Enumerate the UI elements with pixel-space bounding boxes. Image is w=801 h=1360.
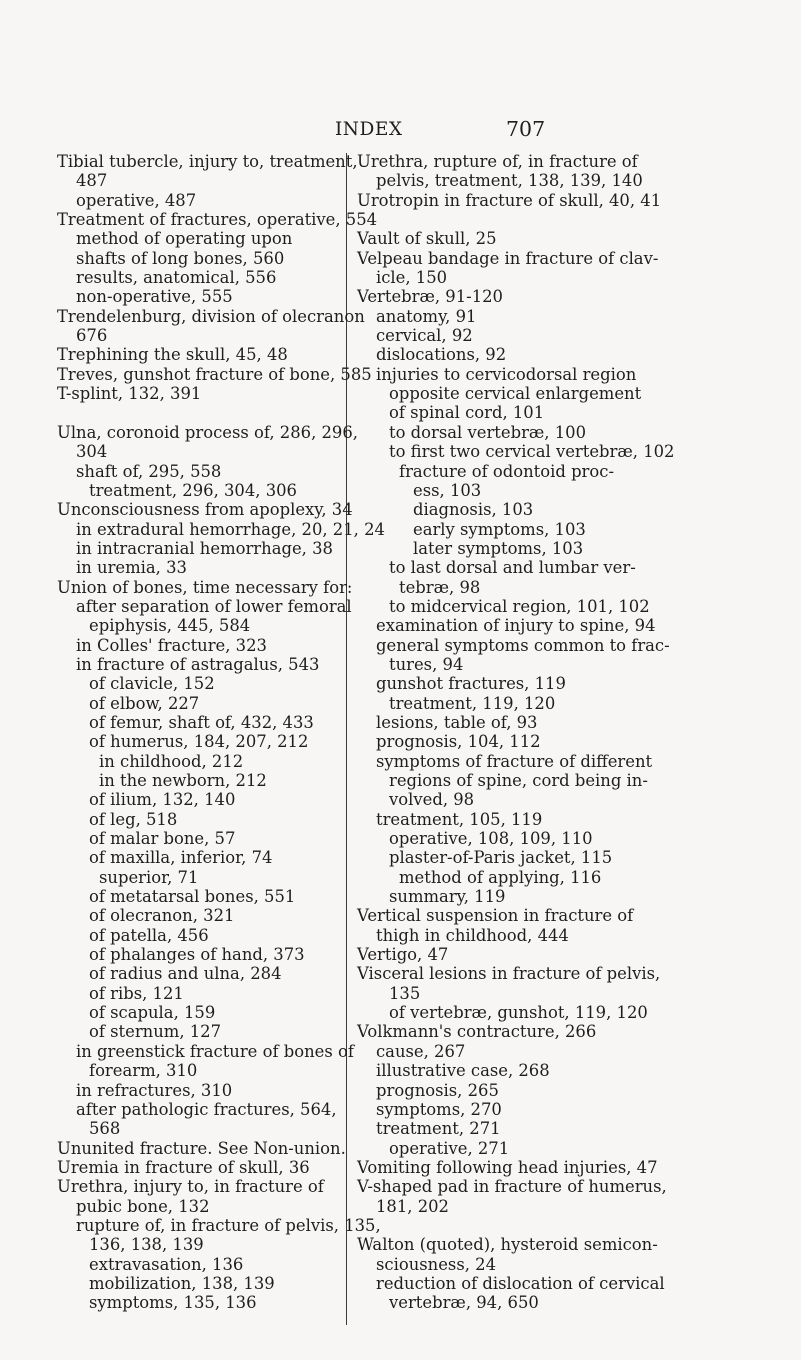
index-subentry: of sternum, 127 [89,1022,222,1042]
index-subentry: early symptoms, 103 [413,519,586,539]
index-subentry: of clavicle, 152 [89,674,215,694]
page-header-title: INDEX [335,119,403,140]
index-subentry: summary, 119 [389,887,506,907]
index-subentry: superior, 71 [99,867,199,887]
index-subentry: 135 [389,983,421,1003]
page-number: 707 [506,117,546,141]
index-subentry: general symptoms common to frac- [376,635,670,655]
index-subentry: treatment, 119, 120 [389,693,556,713]
index-subentry: method of operating upon [76,229,293,249]
index-subentry: symptoms, 270 [376,1099,502,1119]
index-entry: Urotropin in fracture of skull, 40, 41 [357,190,662,210]
index-subentry: to last dorsal and lumbar ver- [389,558,636,578]
index-subentry: treatment, 105, 119 [376,809,543,829]
index-subentry: in uremia, 33 [76,558,187,578]
index-subentry: volved, 98 [389,790,475,810]
index-subentry: of spinal cord, 101 [389,403,545,423]
index-subentry: symptoms, 135, 136 [89,1293,257,1313]
index-subentry: 136, 138, 139 [89,1235,204,1255]
index-subentry: of olecranon, 321 [89,906,235,926]
index-subentry: method of applying, 116 [399,867,602,887]
index-entry: T-splint, 132, 391 [57,384,202,404]
index-entry: Urethra, injury to, in fracture of [57,1177,324,1197]
index-subentry: operative, 487 [76,190,197,210]
index-subentry: regions of spine, cord being in- [389,771,648,790]
index-entry: Trendelenburg, division of olecranon [57,306,365,326]
index-entry: Volkmann's contracture, 266 [357,1022,597,1042]
index-entry: Urethra, rupture of, in fracture of [357,152,638,171]
index-subentry: operative, 108, 109, 110 [389,829,593,849]
index-entry: Treves, gunshot fracture of bone, 585 [57,364,372,384]
index-subentry: diagnosis, 103 [413,500,534,520]
index-subentry: 304 [76,442,108,462]
index-entry: Vertebræ, 91-120 [357,287,503,307]
index-subentry: cervical, 92 [376,326,473,346]
index-subentry: in fracture of astragalus, 543 [76,654,320,674]
index-subentry: 568 [89,1119,121,1139]
index-subentry: pelvis, treatment, 138, 139, 140 [376,171,643,191]
index-subentry: in extradural hemorrhage, 20, 21, 24 [76,519,385,539]
index-subentry: thigh in childhood, 444 [376,925,569,945]
index-subentry: to first two cervical vertebræ, 102 [389,442,675,462]
index-subentry: of ribs, 121 [89,983,184,1003]
index-subentry: treatment, 271 [376,1119,501,1139]
index-subentry: dislocations, 92 [376,345,507,365]
index-entry: Unconsciousness from apoplexy, 34 [57,500,353,520]
index-entry: Vertical suspension in fracture of [357,906,634,926]
index-subentry: lesions, table of, 93 [376,712,538,732]
index-subentry: 487 [76,171,108,191]
index-subentry: extravasation, 136 [89,1254,244,1274]
index-entry: Treatment of fractures, operative, 554 [57,210,378,230]
index-subentry: non-operative, 555 [76,287,233,307]
index-subentry: rupture of, in fracture of pelvis, 135, [76,1215,381,1235]
index-subentry: of radius and ulna, 284 [89,964,282,984]
index-subentry: in Colles' fracture, 323 [76,635,267,655]
index-subentry: cause, 267 [376,1041,466,1061]
index-entry: Walton (quoted), hysteroid semicon- [357,1235,658,1255]
index-subentry: of vertebræ, gunshot, 119, 120 [389,1003,648,1023]
index-entry: Visceral lesions in fracture of pelvis, [357,964,661,984]
index-subentry: tures, 94 [389,654,464,674]
index-subentry: in childhood, 212 [99,751,244,771]
index-entry: Tibial tubercle, injury to, treatment, [57,152,358,171]
index-subentry: after separation of lower femoral [76,596,352,616]
index-subentry: 676 [76,326,108,346]
index-subentry: reduction of dislocation of cervical [376,1273,665,1293]
index-subentry: results, anatomical, 556 [76,268,277,288]
index-subentry: gunshot fractures, 119 [376,674,566,694]
index-subentry: mobilization, 138, 139 [89,1273,275,1293]
index-subentry: in the newborn, 212 [99,771,267,790]
index-subentry: of phalanges of hand, 373 [89,945,305,965]
index-subentry: ess, 103 [413,480,482,500]
index-subentry: later symptoms, 103 [413,538,584,558]
index-subentry: of ilium, 132, 140 [89,790,236,810]
index-entry: V-shaped pad in fracture of humerus, [357,1177,667,1197]
index-subentry: in intracranial hemorrhage, 38 [76,538,333,558]
index-subentry: of humerus, 184, 207, 212 [89,732,309,752]
index-subentry: prognosis, 104, 112 [376,732,541,752]
blank-line [57,403,347,422]
index-subentry: of femur, shaft of, 432, 433 [89,712,314,732]
index-subentry: 181, 202 [376,1196,449,1216]
index-subentry: forearm, 310 [89,1061,198,1081]
index-entry: Ulna, coronoid process of, 286, 296, [57,422,359,442]
index-entry: Union of bones, time necessary for: [57,577,353,597]
index-entry: Trephining the skull, 45, 48 [57,345,288,365]
index-subentry: icle, 150 [376,268,448,288]
index-entry: Ununited fracture. See Non-union. [57,1138,346,1158]
index-subentry: shafts of long bones, 560 [76,248,285,268]
index-subentry: shaft of, 295, 558 [76,461,222,481]
index-subentry: fracture of odontoid proc- [399,461,614,481]
index-subentry: injuries to cervicodorsal region [376,364,637,384]
index-subentry: after pathologic fractures, 564, [76,1099,337,1119]
index-subentry: examination of injury to spine, 94 [376,616,656,636]
index-subentry: of malar bone, 57 [89,829,236,849]
index-subentry: tebræ, 98 [399,577,481,597]
index-subentry: vertebræ, 94, 650 [389,1293,539,1313]
index-subentry: of maxilla, inferior, 74 [89,848,273,868]
left-index-column [57,152,385,1313]
index-subentry: prognosis, 265 [376,1080,499,1100]
index-subentry: opposite cervical enlargement [389,384,642,404]
index-entry: Vault of skull, 25 [357,229,497,249]
index-subentry: to dorsal vertebræ, 100 [389,422,587,442]
index-subentry: epiphysis, 445, 584 [89,616,251,636]
index-entry: Vertigo, 47 [357,945,449,965]
index-subentry: of scapula, 159 [89,1003,216,1023]
index-subentry: symptoms of fracture of different [376,751,653,771]
index-subentry: anatomy, 91 [376,306,477,326]
index-subentry: of metatarsal bones, 551 [89,887,296,907]
index-subentry: sciousness, 24 [376,1254,497,1274]
right-index-column [357,152,675,1313]
index-entry: Vomiting following head injuries, 47 [357,1157,658,1177]
index-subentry: to midcervical region, 101, 102 [389,596,650,616]
index-entry: Velpeau bandage in fracture of clav- [357,248,659,268]
blank-line [357,210,657,229]
index-subentry: of patella, 456 [89,925,209,945]
index-subentry: of elbow, 227 [89,693,200,713]
index-subentry: in greenstick fracture of bones of [76,1041,354,1061]
index-subentry: illustrative case, 268 [376,1061,550,1081]
index-subentry: in refractures, 310 [76,1080,233,1100]
index-subentry: of leg, 518 [89,809,178,829]
index-subentry: treatment, 296, 304, 306 [89,480,297,500]
blank-line [357,1216,657,1235]
index-entry: Uremia in fracture of skull, 36 [57,1157,310,1177]
index-subentry: operative, 271 [389,1138,510,1158]
index-subentry: plaster-of-Paris jacket, 115 [389,848,613,868]
index-subentry: pubic bone, 132 [76,1196,210,1216]
